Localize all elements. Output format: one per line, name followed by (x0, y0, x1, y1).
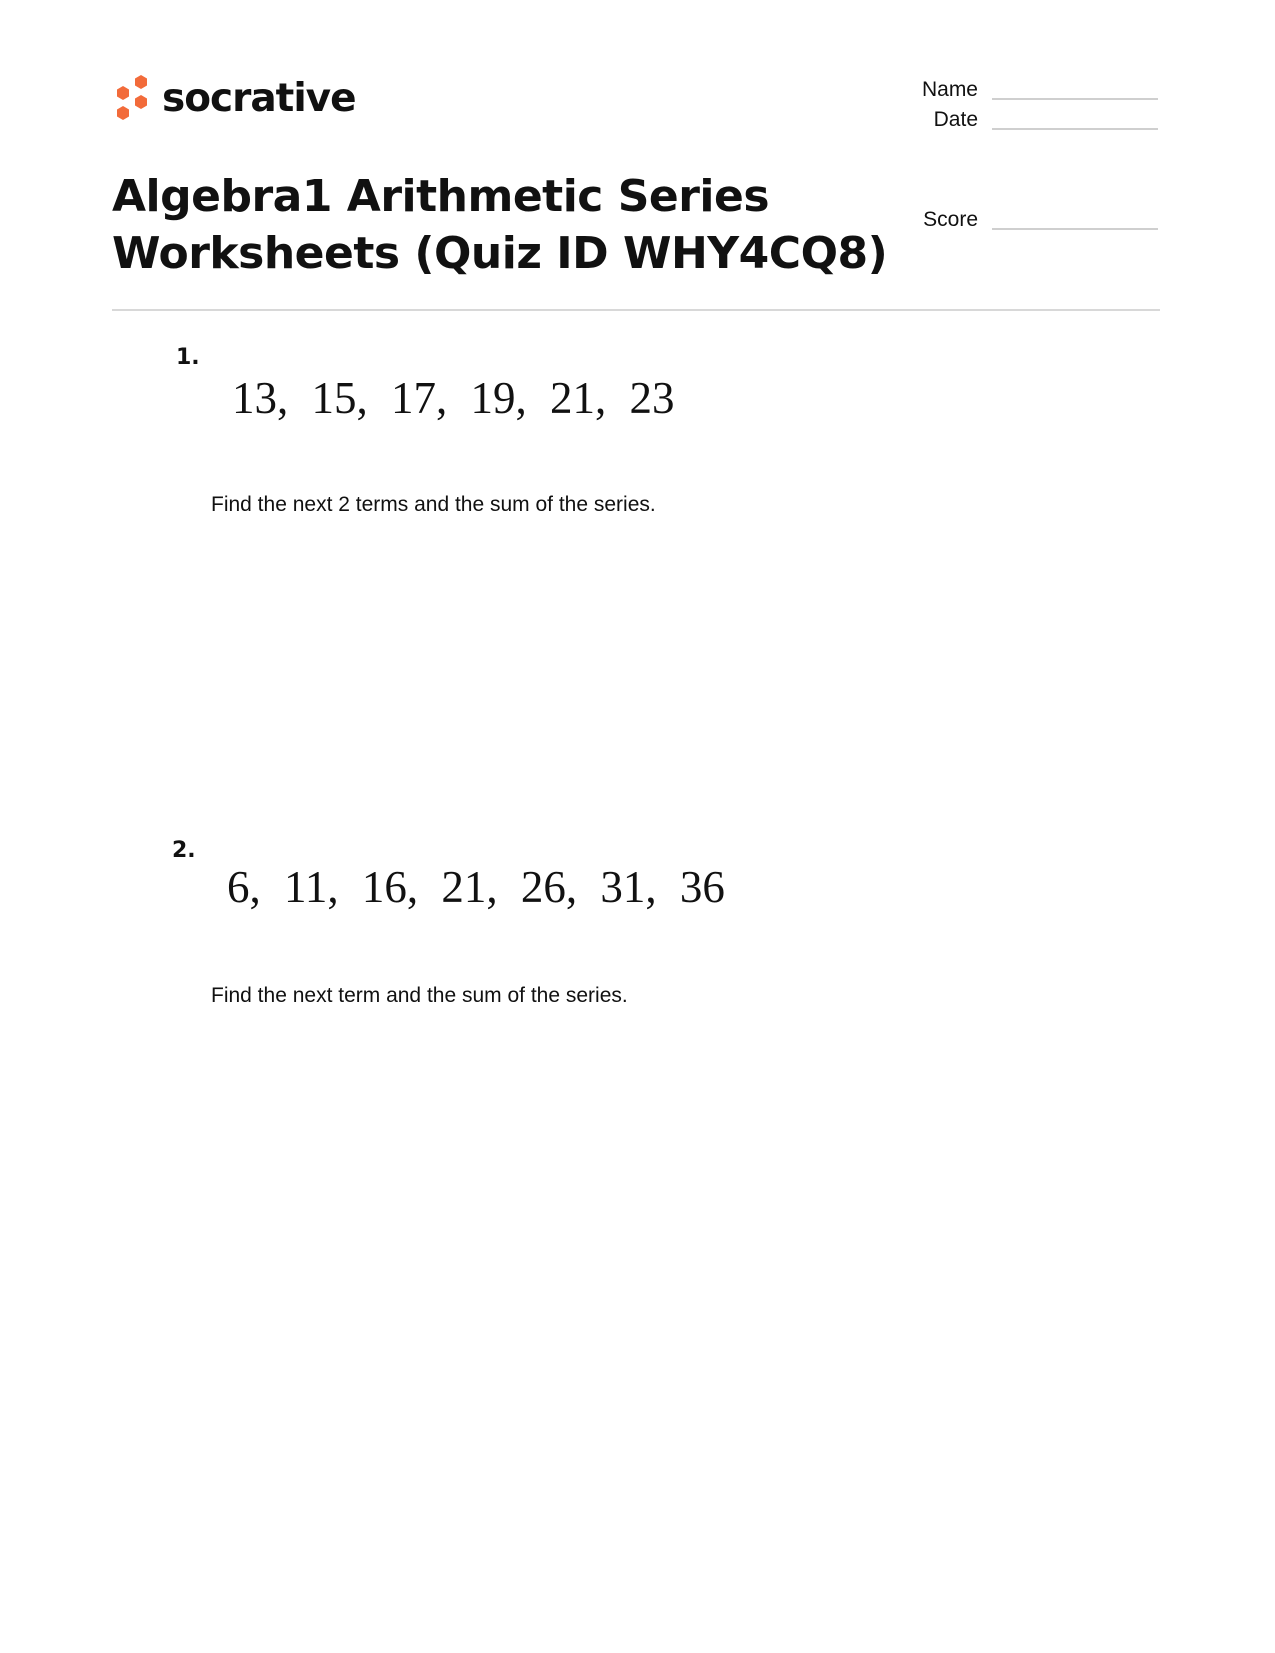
logo-wordmark: socrative (162, 75, 356, 121)
title-line-2: Worksheets (Quiz ID WHY4CQ8) (112, 228, 888, 279)
date-label: Date (933, 108, 978, 131)
hexagon-cluster-icon (112, 73, 152, 123)
score-line (992, 228, 1158, 230)
score-label: Score (923, 208, 978, 231)
question-1-number: 1. (176, 345, 200, 370)
name-label: Name (921, 78, 978, 101)
date-field (860, 108, 1160, 132)
name-field (860, 78, 1160, 102)
header-divider (112, 309, 1160, 311)
question-1-series: 13, 15, 17, 19, 21, 23 (232, 373, 675, 423)
date-line (992, 128, 1158, 130)
question-1-prompt: Find the next 2 terms and the sum of the series. (211, 493, 656, 516)
title-line-1: Algebra1 Arithmetic Series (112, 171, 770, 222)
name-line (992, 98, 1158, 100)
score-field (860, 208, 1160, 232)
brand-logo (112, 72, 356, 124)
question-2-prompt: Find the next term and the sum of the series. (211, 984, 628, 1007)
question-2-series: 6, 11, 16, 21, 26, 31, 36 (227, 862, 725, 912)
page-title (112, 168, 892, 282)
question-2-number: 2. (172, 838, 196, 863)
